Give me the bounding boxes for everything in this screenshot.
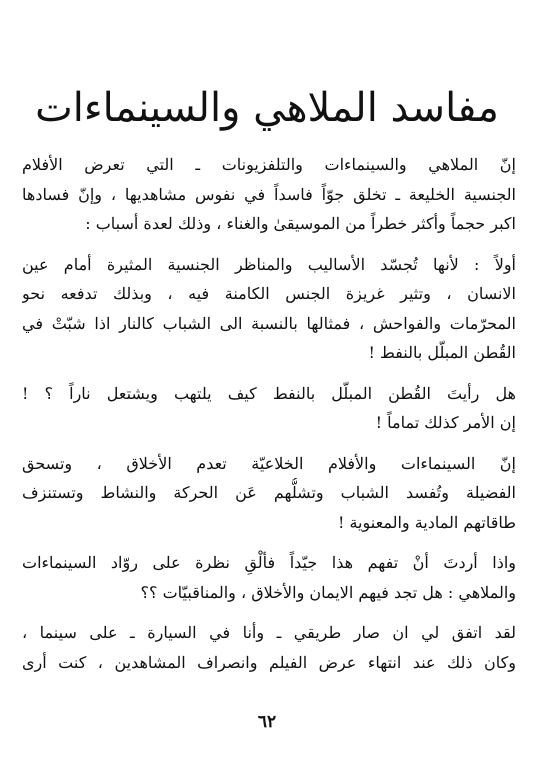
text-line: لقد اتفق لي ان صار طريقي ـ وأنا في السيارة ـ على سينما ، xyxy=(22,623,516,642)
paragraph-2 xyxy=(22,250,516,368)
text-line: والملاهي : هل تجد فيهم الايمان والأخلاق ، والمناقبيّات ؟؟ xyxy=(140,582,516,602)
text-line: الانسان ، وتثير غريزة الجنس الكامنة فيه ، وبذلك تدفعه نحو xyxy=(22,284,516,303)
text-line: طاقاتهم المادية والمعنوية ! xyxy=(337,512,516,532)
text-line: إن الأمر كذلك تماماً ! xyxy=(375,413,516,432)
paragraph-5 xyxy=(22,548,516,607)
text-line: واذا أردتَ أنْ تفهم هذا جيّداً فألْقِ نظرة على روّاد السينماءات xyxy=(22,553,516,572)
text-line: إنّ الملاهي والسينماءات والتلفزيونات ـ التي تعرض الأفلام xyxy=(22,155,516,174)
paragraph-6 xyxy=(22,618,516,677)
paragraph-4 xyxy=(22,449,516,538)
text-line: إنّ السينماءات والأفلام الخلاعيّة تعدم الأخلاق ، وتسحق xyxy=(22,453,516,473)
text-line: وكان ذلك عند انتهاء عرض الفيلم وانصراف المشاهدين ، كنت أرى xyxy=(22,652,516,672)
text-line: الجنسية الخليعة ـ تخلق جوّاً فاسداً في نفوس مشاهديها ، وإنّ فسادها xyxy=(22,184,516,204)
page-title: مفاسد الملاهي والسينماءات xyxy=(35,85,499,131)
page-number: ٦٢ xyxy=(257,712,277,732)
paragraph-1 xyxy=(22,150,516,239)
text-line: هل رأيتَ القُطن المبلّل بالنفط كيف يلتهب ويشتعل ناراً ؟ ! xyxy=(22,383,516,403)
text-line: أولاً : لأنها تُجسّد الأساليب والمناظر الجنسية المثيرة أمام عين xyxy=(22,254,516,274)
paragraph-3 xyxy=(22,379,516,438)
text-line: الفضيلة وتُفسد الشباب وتشلُّهم عَن الحركة والنشاط وتستنزف xyxy=(22,483,516,502)
text-line: القُطن المبلّل بالنفط ! xyxy=(368,343,516,362)
body-text xyxy=(22,150,516,688)
text-line: اكبر حجماً وأكثر خطراً من الموسيقىٰ والغناء ، وذلك لعدة أسباب : xyxy=(85,214,516,233)
text-line: المحرّمات والفواحش ، فمثالها بالنسبة الى الشباب كالنار اذا شبّتْ في xyxy=(22,313,516,333)
